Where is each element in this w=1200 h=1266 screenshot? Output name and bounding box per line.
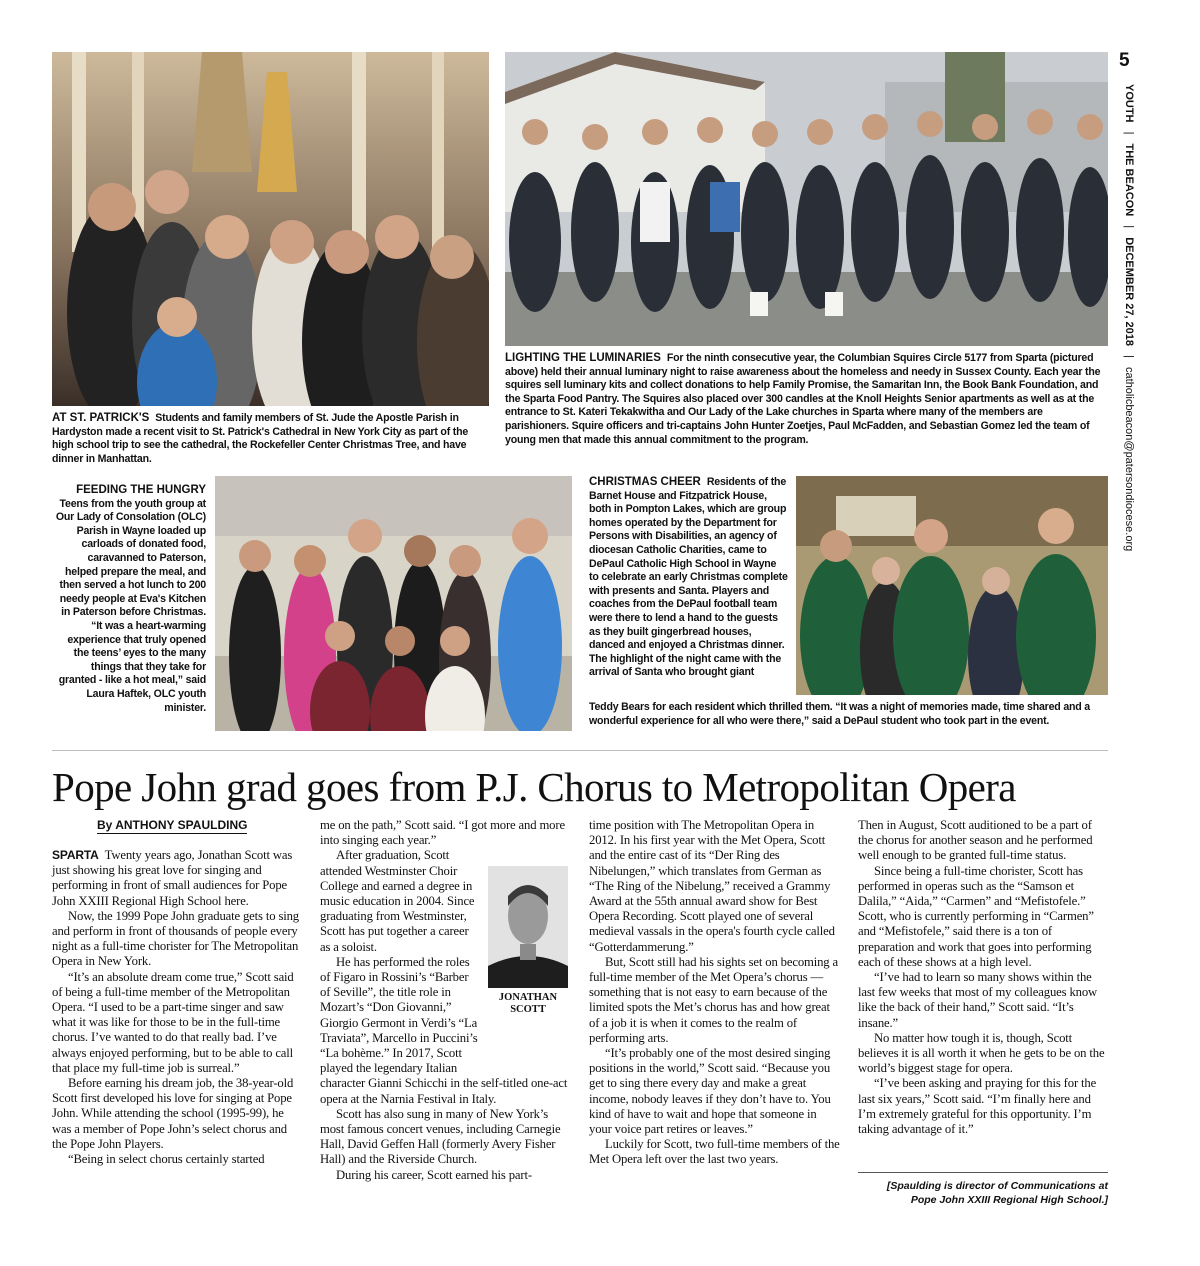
luminaries-kicker: LIGHTING THE LUMINARIES <box>505 352 661 364</box>
article-dateline: SPARTA <box>52 848 99 862</box>
article-paragraph: “I’ve had to learn so many shows within the last few weeks that most of my colleagues know like the back of their hand,” Scott said. “It’s insane.” <box>858 970 1098 1030</box>
article-column-3 <box>589 818 840 1168</box>
article-column-1 <box>52 848 302 1167</box>
article-paragraph: Before earning his dream job, the 38-year-old Scott first developed his love for singing at Pope John. While attending the school (1995-99), he was a member of Pope John’s select chorus and the Pope John Players. <box>52 1076 294 1151</box>
rail-separator-2: | <box>1123 225 1135 229</box>
article-paragraph: Since being a full-time chorister, Scott has performed in operas such as the “Samson et Dalila,” “Aida,” “Carmen” and “Mefistofele.” Scott, who is currently performing in “Carmen” and “Mefistofele,” said there is a ton of preparation and work that goes into performing each of these shows at a high level. <box>858 863 1094 969</box>
rail-separator-3: | <box>1123 355 1135 358</box>
christmas-text-2: Teddy Bears for each resident which thrilled them. “It was a night of memories made, time shared and a wonderful experience for all who were there,” said a DePaul student who took part in the event. <box>589 701 1090 727</box>
st-patricks-text: Students and family members of St. Jude the Apostle Parish in Hardyston made a recent visit to St. Patrick's Cathedral in New York City as part of the high school trip to see the cathedral, the Rockefeller Center Christmas Tree, and have dinner in Manhattan. <box>52 412 469 465</box>
page-number: 5 <box>1119 50 1130 71</box>
author-credit-line-1: [Spaulding is director of Communications at <box>886 1180 1108 1192</box>
page-rail <box>1115 50 1147 570</box>
scott-portrait <box>488 866 568 988</box>
feeding-text: Teens from the youth group at Our Lady of Consolation (OLC) Parish in Wayne loaded up carloads of donated food, caravanned to Paterson, helped prepare the meal, and then served a hot lunch to 200 needy people at Eva's Kitchen in Paterson before Christmas. “It was a heart-warming experience that truly opened the teens’ eyes to the many things that they take for granted - like a hot meal,” said Laura Haftek, OLC youth minister. <box>55 497 206 714</box>
article-paragraph: Now, the 1999 Pope John graduate gets to sing and perform in front of thousands of people every night as a full-time chorister for The Metropolitan Opera in New York. <box>52 908 299 969</box>
feeding-kicker: FEEDING THE HUNGRY <box>76 484 206 496</box>
article-paragraph: Scott has also sung in many of New York’s most famous concert venues, including Carnegie Hall, David Geffen Hall (formerly Avery Fisher Hall) and the Riverside Church. <box>320 1106 561 1167</box>
christmas-text: Residents of the Barnet House and Fitzpatrick House, both in Pompton Lakes, which are group homes operated by the Department for Persons with Disabilities, an agency of diocesan Catholic Charities, came to DePaul Catholic High School in Wayne to celebrate an early Christmas complete with presents and Santa. Players and coaches from the DePaul football team were there to lend a hand to the guests as they built gingerbread houses, danced and enjoyed a Christmas dinner. The highlight of the night came with the arrival of Santa who brought giant <box>589 476 788 679</box>
author-credit <box>858 1172 1108 1207</box>
luminaries-photo <box>505 52 1108 346</box>
luminaries-text: For the ninth consecutive year, the Columbian Squires Circle 5177 from Sparta (pictured above) held their annual luminary night to raise awareness about the homeless and needy in Sussex County. Each year the squires sell luminary kits and collect donations to help Family Promise, the Samaritan Inn, the Book Bank Foundation, and the Sparta Food Pantry. The Squires also placed over 300 candles at the Knoll Heights Senior apartments as well as at the entrance to St. Kateri Tekakwitha and Our Lady of the Lake churches in Sparta where many of the members are parishioners. Squire officers and tri-captains John Hunter Zoetjes, Paul McFadden, and Sebastian Gomez led the team of young men that made this annual commitment to the program. <box>505 352 1101 446</box>
rail-website: catholicbeacon@patersondiocese.org <box>1123 367 1135 552</box>
article-paragraph: During his career, Scott earned his part- <box>336 1167 532 1182</box>
st-patricks-caption <box>52 412 489 466</box>
article-paragraph: “Being in select chorus certainly started <box>68 1152 265 1167</box>
article-paragraph: He has performed the roles of Figaro in Rossini’s “Barber of Seville”, the title role in Mozart’s “Don Giovanni,” Giorgio Germont in Verdi’s “La Traviata”, Marcello in Puccini’s “La bohème.” In 2017, Scott played the legendary Italian character Gianni Schicchi in the self-titled one-act opera at the Narnia Festival in Italy. <box>320 954 568 1106</box>
section-divider <box>52 750 1108 751</box>
christmas-kicker: CHRISTMAS CHEER <box>589 476 701 488</box>
scott-portrait-caption: JONATHAN SCOTT <box>498 992 558 1015</box>
article-paragraph: “I’ve been asking and praying for this for the last six years,” Scott said. “I’m finally here and I’m extremely grateful for this opportunity. I’m taking advantage of it.” <box>858 1076 1097 1137</box>
author-credit-line-2: Pope John XXIII Regional High School.] <box>910 1194 1108 1206</box>
st-patricks-kicker: AT ST. PATRICK'S <box>52 412 150 424</box>
rail-vertical-text <box>1123 84 1135 551</box>
article-headline: Pope John grad goes from P.J. Chorus to Metropolitan Opera <box>52 764 1016 810</box>
article-paragraph: But, Scott still had his sights set on becoming a full-time member of the Met Opera’s chorus — something that is not easy to earn because of the limited spots the Met’s chorus has and how great of a job it is when it comes to the realm of performing arts. <box>589 954 839 1045</box>
article-byline: By ANTHONY SPAULDING <box>97 818 248 832</box>
christmas-photo <box>796 476 1108 695</box>
rail-separator-1: | <box>1123 131 1135 135</box>
rail-date: DECEMBER 27, 2018 <box>1123 237 1135 347</box>
article-paragraph-text: Twenty years ago, Jonathan Scott was just showing his great love for singing and performing in front of small audiences for Pope John XXIII Regional High School here. <box>52 848 293 908</box>
article-paragraph: Then in August, Scott auditioned to be a part of the chorus for another season and he performed well enough to be granted full-time status. <box>858 818 1093 863</box>
article-paragraph <box>52 848 302 909</box>
article-paragraph: No matter how tough it is, though, Scott believes it is all worth it when he gets to be on the world’s biggest stage for opera. <box>858 1030 1105 1076</box>
feeding-photo <box>215 476 572 731</box>
article-paragraph: “It’s an absolute dream come true,” Scott said of being a full-time member of the Metropolitan Opera. “I used to be a part-time singer and saw what it was like for those to be in the full-time chorus. I’ve wanted to do that really bad. I’ve always enjoyed performing, but to be able to call that place my full-time job is surreal.” <box>52 969 294 1075</box>
article-paragraph: After graduation, Scott attended Westminster Choir College and earned a degree in music education in 2004. Since graduating from Westminster, Scott has put together a career as a soloist. <box>320 848 475 954</box>
article-paragraph: me on the path,” Scott said. “I got more and more into singing each year.” <box>320 818 565 848</box>
feeding-caption <box>52 484 206 715</box>
article-paragraph: “It’s probably one of the most desired singing positions in the world,” Scott said. “Because you get to sing there every day and make a great income, nobody leaves if they don’t have to. You kind of have to wait and hope that someone in your voice part retires or leaves.” <box>589 1046 831 1137</box>
article-paragraph: Luckily for Scott, two full-time members of the Met Opera left over the last two years. <box>589 1137 840 1167</box>
st-patricks-photo <box>52 52 489 406</box>
rail-publication: THE BEACON <box>1123 143 1135 217</box>
christmas-caption <box>589 476 788 680</box>
article-column-4 <box>858 818 1108 1137</box>
rail-section: YOUTH <box>1123 84 1135 123</box>
article-paragraph: time position with The Metropolitan Opera in 2012. In his first year with the Met Opera, Scott and the entire cast of its “Der Ring des Nibelungen,” which translates from German as “The Ring of the Nibelung,” received a Grammy Award at the 55th annual award show for Best Opera Recording. Scott played one of several medieval vassals in the opera's fourth cycle called “Gotterdammerung.” <box>589 818 835 954</box>
luminaries-caption <box>505 352 1108 447</box>
christmas-caption-continued <box>589 701 1108 728</box>
